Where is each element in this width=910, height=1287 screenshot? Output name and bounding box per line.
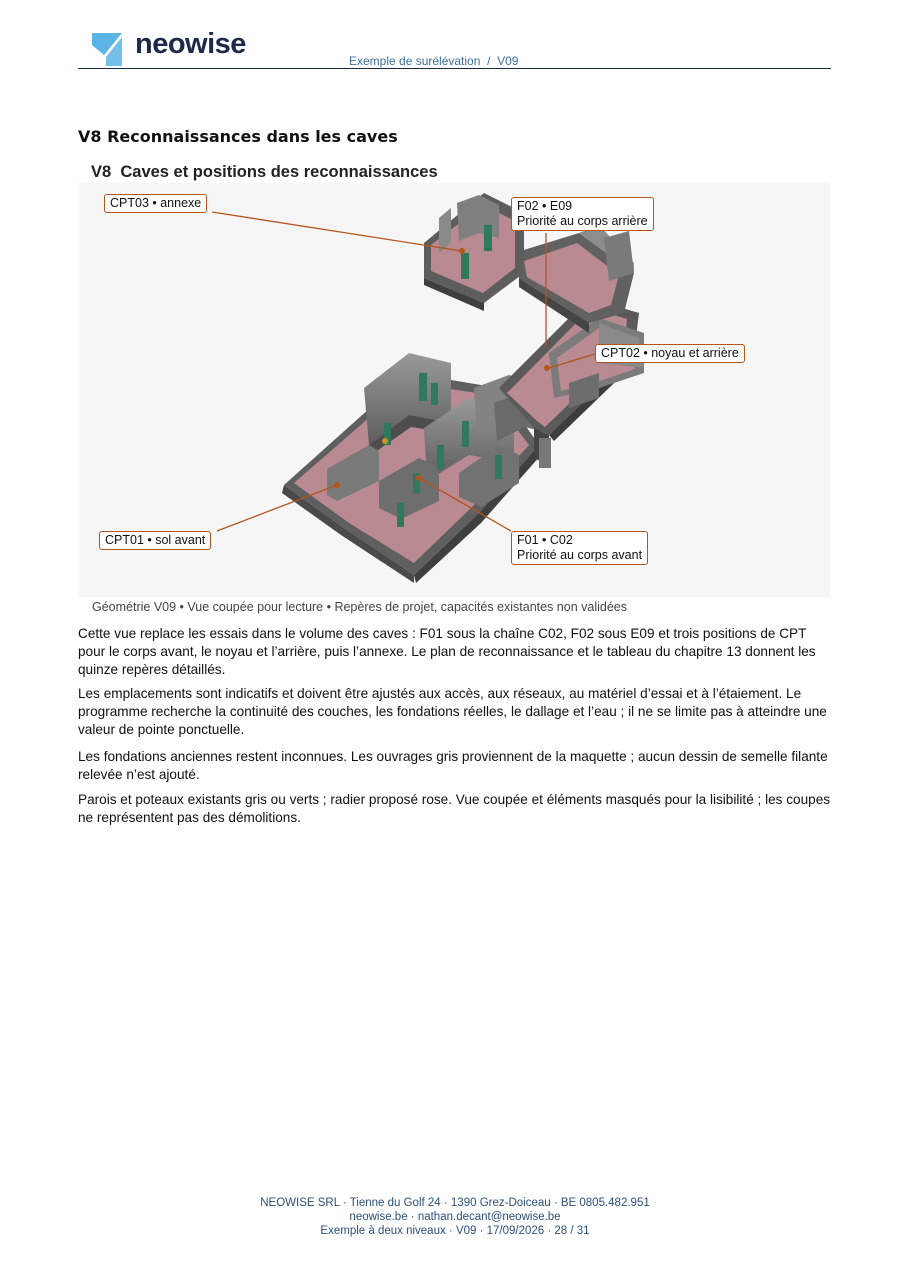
callout-f01-line1: F01 • C02 <box>517 533 573 547</box>
callout-f02 <box>511 197 654 231</box>
footer-document-info: Exemple à deux niveaux · V09 · 17/09/2026 · 28 / 31 <box>320 1225 590 1237</box>
callout-f01-line2: Priorité au corps avant <box>517 548 643 562</box>
figure-caption: Géométrie V09 • Vue coupée pour lecture • Repères de projet, capacités existantes non validées <box>92 600 627 614</box>
section-title: V8 Reconnaissances dans les caves <box>78 127 398 146</box>
callout-cpt03: CPT03 • annexe <box>104 194 207 213</box>
basement-3d-figure <box>79 183 830 597</box>
header-document-label: Exemple de surélévation / V09 <box>349 54 519 68</box>
paragraph-1: Cette vue replace les essais dans le volume des caves : F01 sous la chaîne C02, F02 sous E09 et trois positions de CPT pour le corps avant, le noyau et l’arrière, puis l’annexe. Le plan de reconnaissance et le tableau du chapitre 13 donnent les quinze repères détaillés. <box>78 626 816 677</box>
callout-f02-line1: F02 • E09 <box>517 199 573 213</box>
footer-contact: neowise.be · nathan.decant@neowise.be <box>349 1211 561 1223</box>
figure-title: V8 Caves et positions des reconnaissances <box>91 163 438 181</box>
callout-f01 <box>511 531 648 565</box>
neowise-logo-icon <box>92 33 122 66</box>
header-divider <box>78 68 831 69</box>
callout-f02-line2: Priorité au corps arrière <box>517 214 648 228</box>
paragraph-3: Les fondations anciennes restent inconnues. Les ouvrages gris proviennent de la maquette ; aucun dessin de semelle filante relevée n’est ajouté. <box>78 749 828 782</box>
footer-company: NEOWISE SRL · Tienne du Golf 24 · 1390 Grez-Doiceau · BE 0805.482.951 <box>260 1197 650 1209</box>
annex-block <box>424 193 524 311</box>
paragraph-4: Parois et poteaux existants gris ou verts ; radier proposé rose. Vue coupée et éléments masqués pour la lisibilité ; les coupes ne représentent pas des démolitions. <box>78 792 831 825</box>
callout-cpt02: CPT02 • noyau et arrière <box>595 344 745 363</box>
brand-name: neowise <box>135 28 246 60</box>
callout-cpt01: CPT01 • sol avant <box>99 531 211 550</box>
paragraph-2: Les emplacements sont indicatifs et doivent être ajustés aux accès, aux réseaux, au matériel d’essai et à l’étaiement. Le programme recherche la continuité des couches, les fondations réelles, le dallage et l’eau ; il ne se limite pas à atteindre une valeur de pointe ponctuelle. <box>78 686 827 737</box>
